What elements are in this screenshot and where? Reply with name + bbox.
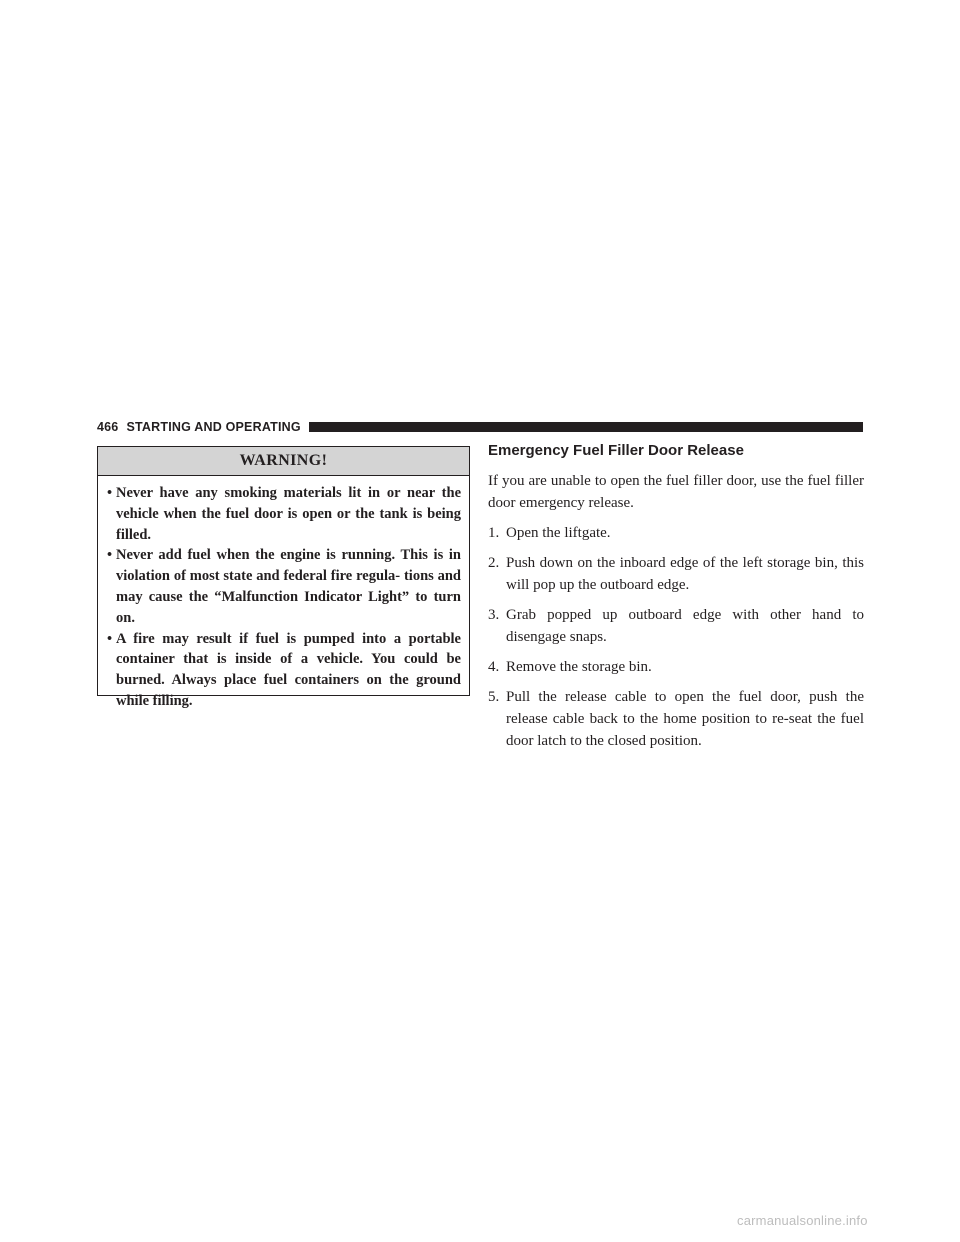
warning-title: WARNING! [98, 447, 469, 476]
warning-box [97, 446, 470, 709]
step-item [488, 522, 864, 544]
step-text: Grab popped up outboard edge with other hand to disengage snaps. [506, 607, 864, 645]
step-text: Pull the release cable to open the fuel door, push the release cable back to the home position to re-seat the fuel door latch to the closed position. [506, 689, 864, 749]
step-text: Remove the storage bin. [506, 659, 652, 675]
page-header [97, 418, 863, 435]
bullet-icon: • [107, 547, 113, 564]
step-item [488, 604, 864, 648]
watermark-text: carmanualsonline.info [737, 1213, 868, 1228]
steps-list [488, 522, 864, 752]
warning-item [107, 545, 461, 628]
section-intro: If you are unable to open the fuel filler door, use the fuel filler door emergency release. [488, 473, 864, 511]
header-rule [309, 422, 863, 432]
step-item [488, 656, 864, 678]
step-text: Push down on the inboard edge of the left storage bin, this will pop up the outboard edge. [506, 555, 864, 593]
step-text: Open the liftgate. [506, 525, 611, 541]
warning-text: A fire may result if fuel is pumped into a portable container that is inside of a vehicle. You could be burned. Always place fuel containers on the ground while filling. [116, 630, 461, 709]
step-number: 3. [488, 607, 500, 623]
bullet-icon: • [107, 485, 113, 501]
section-title: STARTING AND OPERATING [126, 419, 301, 434]
emergency-release-section [488, 441, 864, 760]
step-item [488, 552, 864, 596]
section-heading: Emergency Fuel Filler Door Release [488, 442, 744, 459]
step-number: 4. [488, 659, 500, 675]
warning-list [98, 476, 469, 712]
step-number: 2. [488, 555, 500, 571]
step-number: 5. [488, 689, 500, 705]
step-number: 1. [488, 525, 500, 541]
warning-text: Never add fuel when the engine is running. This is in violation of most state and federal fire regula- tions and may cause the “Malfunction Indicator Light” to turn on. [116, 547, 461, 626]
step-item [488, 686, 864, 752]
warning-text: Never have any smoking materials lit in or near the vehicle when the fuel door is open or the tank is being filled. [116, 485, 461, 543]
page-number: 466 [97, 419, 119, 434]
warning-item [107, 483, 461, 545]
bullet-icon: • [107, 630, 113, 647]
warning-item [107, 629, 461, 712]
